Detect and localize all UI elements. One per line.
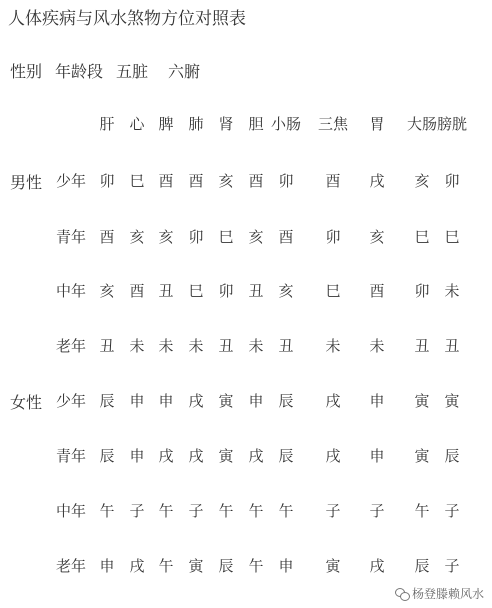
table-cell: 卯 xyxy=(444,172,460,190)
header-gender: 性别 xyxy=(10,62,43,81)
table-cell: 辰 xyxy=(99,392,115,410)
table-cell: 戌 xyxy=(129,557,145,575)
table-cell: 丑 xyxy=(248,282,264,300)
table-cell: 亥 xyxy=(414,172,430,190)
table-cell: 卯 xyxy=(188,228,204,246)
table-cell: 申 xyxy=(369,447,385,465)
age-label: 少年 xyxy=(56,172,87,190)
table-cell: 子 xyxy=(325,502,341,520)
table-cell: 巳 xyxy=(188,282,204,300)
table-cell: 丑 xyxy=(278,337,294,355)
table-cell: 辰 xyxy=(278,447,294,465)
table-cell: 戌 xyxy=(248,447,264,465)
age-label: 中年 xyxy=(56,502,87,520)
table-cell: 申 xyxy=(129,447,145,465)
table-cell: 亥 xyxy=(248,228,264,246)
table-cell: 巳 xyxy=(414,228,430,246)
table-cell: 亥 xyxy=(278,282,294,300)
table-cell: 戌 xyxy=(158,447,174,465)
table-cell: 酉 xyxy=(278,228,294,246)
table-cell: 酉 xyxy=(325,172,341,190)
table-cell: 寅 xyxy=(218,447,234,465)
table-cell: 子 xyxy=(188,502,204,520)
wechat-icon xyxy=(395,588,409,600)
table-cell: 巳 xyxy=(218,228,234,246)
gender-label: 男性 xyxy=(10,173,43,192)
organ-header: 胆 xyxy=(248,115,264,133)
table-cell: 巳 xyxy=(129,172,145,190)
table-cell: 申 xyxy=(158,392,174,410)
table-cell: 酉 xyxy=(99,228,115,246)
table-cell: 酉 xyxy=(188,172,204,190)
organ-header: 胃 xyxy=(369,115,385,133)
table-cell: 戌 xyxy=(369,172,385,190)
table-cell: 巳 xyxy=(325,282,341,300)
table-cell: 丑 xyxy=(158,282,174,300)
age-label: 青年 xyxy=(56,228,87,246)
table-cell: 戌 xyxy=(188,447,204,465)
table-cell: 未 xyxy=(369,337,385,355)
watermark-text: 杨登滕赖风水 xyxy=(411,587,484,601)
table-cell: 申 xyxy=(369,392,385,410)
table-cell: 午 xyxy=(278,502,294,520)
table-cell: 辰 xyxy=(414,557,430,575)
table-cell: 巳 xyxy=(444,228,460,246)
table-cell: 子 xyxy=(444,557,460,575)
table-cell: 寅 xyxy=(414,392,430,410)
table-cell: 子 xyxy=(129,502,145,520)
table-cell: 未 xyxy=(129,337,145,355)
age-label: 青年 xyxy=(56,447,87,465)
table-cell: 戌 xyxy=(325,392,341,410)
table-cell: 申 xyxy=(99,557,115,575)
table-cell: 午 xyxy=(218,502,234,520)
table-cell: 丑 xyxy=(218,337,234,355)
table-cell: 戌 xyxy=(369,557,385,575)
table-cell: 亥 xyxy=(218,172,234,190)
table-cell: 未 xyxy=(248,337,264,355)
table-cell: 寅 xyxy=(188,557,204,575)
table-cell: 亥 xyxy=(369,228,385,246)
table-cell: 丑 xyxy=(414,337,430,355)
table-cell: 申 xyxy=(278,557,294,575)
header-five-organs: 五脏 xyxy=(116,62,149,81)
organ-header: 大肠 xyxy=(406,115,437,133)
age-label: 老年 xyxy=(56,337,87,355)
organ-header: 脾 xyxy=(158,115,174,133)
gender-label: 女性 xyxy=(10,393,43,412)
table-cell: 酉 xyxy=(369,282,385,300)
table-cell: 子 xyxy=(369,502,385,520)
table-cell: 午 xyxy=(99,502,115,520)
table-cell: 酉 xyxy=(129,282,145,300)
organ-header: 小肠 xyxy=(270,115,301,133)
table-cell: 卯 xyxy=(278,172,294,190)
watermark xyxy=(395,585,484,602)
table-cell: 寅 xyxy=(414,447,430,465)
table-cell: 午 xyxy=(414,502,430,520)
table-cell: 午 xyxy=(158,502,174,520)
table-cell: 卯 xyxy=(414,282,430,300)
organ-header: 三焦 xyxy=(317,115,348,133)
table-cell: 戌 xyxy=(325,447,341,465)
organ-header: 肾 xyxy=(218,115,234,133)
table-cell: 亥 xyxy=(158,228,174,246)
table-cell: 午 xyxy=(248,557,264,575)
organ-header: 肺 xyxy=(188,115,204,133)
table-cell: 午 xyxy=(158,557,174,575)
organ-header: 膀胱 xyxy=(436,115,467,133)
table-cell: 子 xyxy=(444,502,460,520)
table-cell: 辰 xyxy=(444,447,460,465)
table-cell: 未 xyxy=(158,337,174,355)
table-cell: 戌 xyxy=(188,392,204,410)
table-cell: 亥 xyxy=(99,282,115,300)
age-label: 中年 xyxy=(56,282,87,300)
table-cell: 丑 xyxy=(99,337,115,355)
organ-header: 心 xyxy=(129,115,145,133)
table-cell: 辰 xyxy=(218,557,234,575)
age-label: 老年 xyxy=(56,557,87,575)
table-cell: 亥 xyxy=(129,228,145,246)
table-cell: 酉 xyxy=(248,172,264,190)
header-age-group: 年龄段 xyxy=(55,62,104,81)
organ-header: 肝 xyxy=(99,115,115,133)
table-cell: 申 xyxy=(129,392,145,410)
header-six-organs: 六腑 xyxy=(168,62,201,81)
table-cell: 申 xyxy=(248,392,264,410)
table-cell: 酉 xyxy=(158,172,174,190)
table-cell: 未 xyxy=(325,337,341,355)
table-cell: 寅 xyxy=(325,557,341,575)
table-cell: 卯 xyxy=(99,172,115,190)
age-label: 少年 xyxy=(56,392,87,410)
table-cell: 未 xyxy=(188,337,204,355)
table-cell: 寅 xyxy=(444,392,460,410)
table-cell: 午 xyxy=(248,502,264,520)
table-cell: 辰 xyxy=(99,447,115,465)
table-cell: 卯 xyxy=(218,282,234,300)
table-cell: 辰 xyxy=(278,392,294,410)
table-cell: 丑 xyxy=(444,337,460,355)
page-title: 人体疾病与风水煞物方位对照表 xyxy=(8,9,246,29)
table-cell: 卯 xyxy=(325,228,341,246)
table-cell: 寅 xyxy=(218,392,234,410)
table-cell: 未 xyxy=(444,282,460,300)
